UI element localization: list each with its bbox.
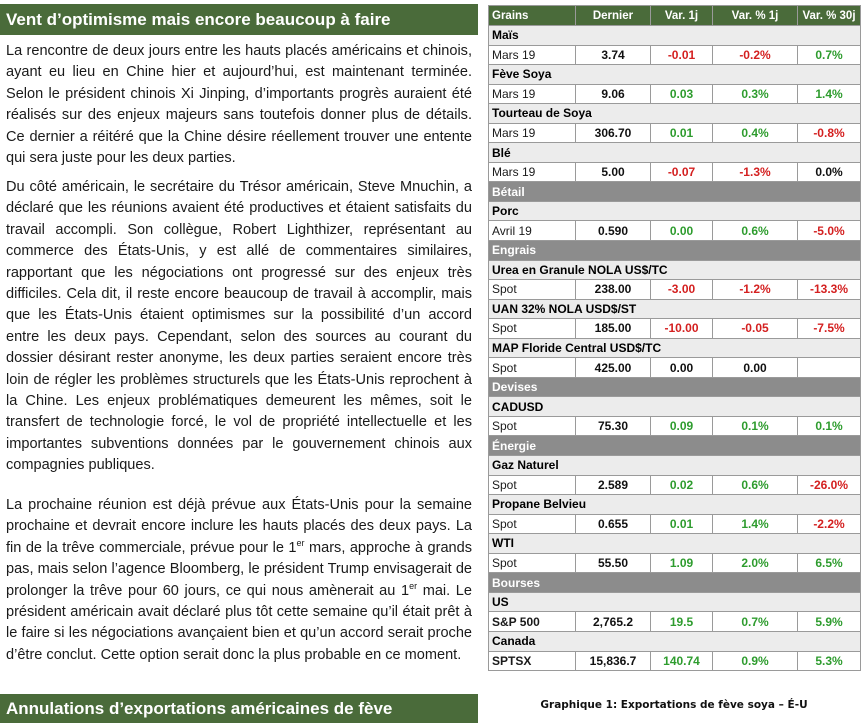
last-value: 9.06 [576, 84, 651, 104]
var-1d-value: 19.5 [651, 612, 713, 632]
commodity-row [489, 26, 861, 46]
table-row [489, 514, 861, 534]
column-header-grains: Grains [489, 6, 576, 26]
contract-label: Mars 19 [489, 84, 576, 104]
last-value: 425.00 [576, 358, 651, 378]
table-row [489, 416, 861, 436]
column-header-pct-30d: Var. % 30j [798, 6, 861, 26]
var-1d-value: 0.02 [651, 475, 713, 495]
last-value: 75.30 [576, 416, 651, 436]
pct-30d-value: 5.3% [798, 651, 861, 671]
table-row [489, 162, 861, 182]
var-1d-value: 0.09 [651, 416, 713, 436]
pct-1d-value: -0.05 [713, 319, 798, 339]
contract-label: Mars 19 [489, 123, 576, 143]
last-value: 15,836.7 [576, 651, 651, 671]
table-row [489, 280, 861, 300]
commodity-row [489, 201, 861, 221]
commodity-label: Canada [489, 631, 861, 651]
contract-label: Mars 19 [489, 162, 576, 182]
var-1d-value: 0.01 [651, 123, 713, 143]
last-value: 306.70 [576, 123, 651, 143]
var-1d-value: -3.00 [651, 280, 713, 300]
commodity-row [489, 104, 861, 124]
commodity-label: Gaz Naturel [489, 456, 861, 476]
commodity-row [489, 495, 861, 515]
pct-30d-value: -2.2% [798, 514, 861, 534]
commodity-label: Fève Soya [489, 65, 861, 85]
pct-30d-value: 5.9% [798, 612, 861, 632]
last-value: 2,765.2 [576, 612, 651, 632]
commodity-label: Propane Belvieu [489, 495, 861, 515]
category-label: Bourses [489, 573, 861, 593]
category-label: Engrais [489, 241, 861, 261]
pct-1d-value: -1.3% [713, 162, 798, 182]
category-row [489, 573, 861, 593]
contract-label: Spot [489, 475, 576, 495]
pct-1d-value: -1.2% [713, 280, 798, 300]
pct-1d-value: 0.7% [713, 612, 798, 632]
article-paragraph-1: La rencontre de deux jours entre les hauts placés américains et chinois, ayant eu lieu en Chine hier et aujourd’hui, est maintenant terminée. Selon le président chinois Xi Jinping, d’importants progrès auraient été réalisés sur des enjeux majeurs sans toutefois donner plus de détails. Ce dernier a réitéré que la Chine désire réellement trouver une entente qui sera juste pour les deux parties. [6, 43, 472, 167]
commodity-label: Porc [489, 201, 861, 221]
commodity-row [489, 456, 861, 476]
pct-30d-value: 0.7% [798, 45, 861, 65]
last-value: 3.74 [576, 45, 651, 65]
market-table-header [489, 6, 861, 26]
var-1d-value: -0.07 [651, 162, 713, 182]
category-row [489, 436, 861, 456]
pct-30d-value: 1.4% [798, 84, 861, 104]
table-row [489, 45, 861, 65]
pct-30d-value: -13.3% [798, 280, 861, 300]
commodity-row [489, 338, 861, 358]
pct-1d-value: 0.6% [713, 221, 798, 241]
pct-1d-value: 1.4% [713, 514, 798, 534]
table-row [489, 123, 861, 143]
pct-1d-value: 0.9% [713, 651, 798, 671]
commodity-row [489, 592, 861, 612]
commodity-label: WTI [489, 534, 861, 554]
contract-label: Spot [489, 319, 576, 339]
last-value: 5.00 [576, 162, 651, 182]
pct-30d-value: -7.5% [798, 319, 861, 339]
pct-1d-value: 2.0% [713, 553, 798, 573]
pct-30d-value: 0.0% [798, 162, 861, 182]
article-paragraph-3: La prochaine réunion est déjà prévue aux États-Unis pour la semaine prochaine et devrait encore inclure les hauts placés des deux pays. La fin de la trêve commerciale, prévue pour le 1er mars, approche à grands pas, mais selon l’agence Bloomberg, le président Trump envisagerait de prolonger la trêve pour 60 jours, ce qui nous amènerait au 1er mai. Le président américain avait déclaré plus tôt cette semaine qu’il était prêt à le faire si les négociations avançaient bien et qu’un accord serait proche d’être conclut. Cette option serait donc la plus probable en ce moment. [6, 497, 473, 663]
column-header-last: Dernier [576, 6, 651, 26]
category-label: Devises [489, 377, 861, 397]
pct-30d-value: -5.0% [798, 221, 861, 241]
pct-30d-value: 6.5% [798, 553, 861, 573]
commodity-label: Maïs [489, 26, 861, 46]
commodity-row [489, 143, 861, 163]
table-row [489, 358, 861, 378]
pct-30d-value: -26.0% [798, 475, 861, 495]
category-row [489, 377, 861, 397]
pct-1d-value: 0.00 [713, 358, 798, 378]
pct-30d-value: -0.8% [798, 123, 861, 143]
commodity-label: CADUSD [489, 397, 861, 417]
table-row [489, 553, 861, 573]
next-article-heading: Annulations d’exportations américaines de fève [0, 694, 478, 723]
pct-1d-value: -0.2% [713, 45, 798, 65]
contract-label: Avril 19 [489, 221, 576, 241]
commodity-row [489, 534, 861, 554]
last-value: 2.589 [576, 475, 651, 495]
var-1d-value: 140.74 [651, 651, 713, 671]
commodity-row [489, 631, 861, 651]
contract-label: Spot [489, 553, 576, 573]
category-row [489, 182, 861, 202]
var-1d-value: 0.03 [651, 84, 713, 104]
contract-label: Spot [489, 280, 576, 300]
last-value: 238.00 [576, 280, 651, 300]
contract-label: Spot [489, 514, 576, 534]
commodity-row [489, 65, 861, 85]
table-row [489, 612, 861, 632]
table-row [489, 319, 861, 339]
commodity-label: Blé [489, 143, 861, 163]
commodity-label: Tourteau de Soya [489, 104, 861, 124]
var-1d-value: 0.00 [651, 358, 713, 378]
var-1d-value: 0.00 [651, 221, 713, 241]
pct-30d-value: 0.1% [798, 416, 861, 436]
table-row [489, 475, 861, 495]
contract-label: Spot [489, 358, 576, 378]
pct-1d-value: 0.4% [713, 123, 798, 143]
category-row [489, 241, 861, 261]
category-label: Énergie [489, 436, 861, 456]
last-value: 185.00 [576, 319, 651, 339]
commodity-label: MAP Floride Central USD$/TC [489, 338, 861, 358]
contract-label: S&P 500 [489, 612, 576, 632]
commodity-row [489, 299, 861, 319]
table-row [489, 221, 861, 241]
commodity-label: UAN 32% NOLA USD$/ST [489, 299, 861, 319]
article-paragraph-2: Du côté américain, le secrétaire du Trésor américain, Steve Mnuchin, a déclaré que les réunions avaient été productives et étaient satisfaits du travail accompli. Son collègue, Robert Lighthizer, représentant au commerce des États-Unis, y est allé de commentaires similaires, rapportant que les négociations ont progressé sur des enjeux très difficiles. Cela dit, il reste encore beaucoup de travail à accomplir, mais que les États-Unis étaient optimismes sur la possibilité d’un accord entre les deux pays. Cependant, selon des sources au courant du dossier désirant rester anonyme, les deux parties seraient encore très loin de régler les problèmes structurels que les États-Unis reprochent à la Chine. Les enjeux problématiques demeurent les mêmes, soit le transfert de technologie forcé, le vol de propriété intellectuelle et les importantes subventions données par le gouvernement chinois aux compagnies publiques. [6, 179, 472, 474]
pct-30d-value [798, 358, 861, 378]
market-table [488, 5, 861, 671]
category-label: Bétail [489, 182, 861, 202]
var-1d-value: 0.01 [651, 514, 713, 534]
var-1d-value: 1.09 [651, 553, 713, 573]
chart-caption: Graphique 1: Exportations de fève soya – É-U [540, 699, 808, 711]
table-row [489, 84, 861, 104]
var-1d-value: -0.01 [651, 45, 713, 65]
contract-label: Mars 19 [489, 45, 576, 65]
column-header-pct-1d: Var. % 1j [713, 6, 798, 26]
contract-label: Spot [489, 416, 576, 436]
table-row [489, 651, 861, 671]
pct-1d-value: 0.1% [713, 416, 798, 436]
last-value: 55.50 [576, 553, 651, 573]
pct-1d-value: 0.6% [713, 475, 798, 495]
commodity-row [489, 260, 861, 280]
pct-1d-value: 0.3% [713, 84, 798, 104]
commodity-row [489, 397, 861, 417]
var-1d-value: -10.00 [651, 319, 713, 339]
last-value: 0.590 [576, 221, 651, 241]
commodity-label: US [489, 592, 861, 612]
contract-label: SPTSX [489, 651, 576, 671]
commodity-label: Urea en Granule NOLA US$/TC [489, 260, 861, 280]
last-value: 0.655 [576, 514, 651, 534]
market-column [488, 0, 863, 723]
article-heading: Vent d’optimisme mais encore beaucoup à faire [0, 4, 478, 35]
column-header-var-1d: Var. 1j [651, 6, 713, 26]
